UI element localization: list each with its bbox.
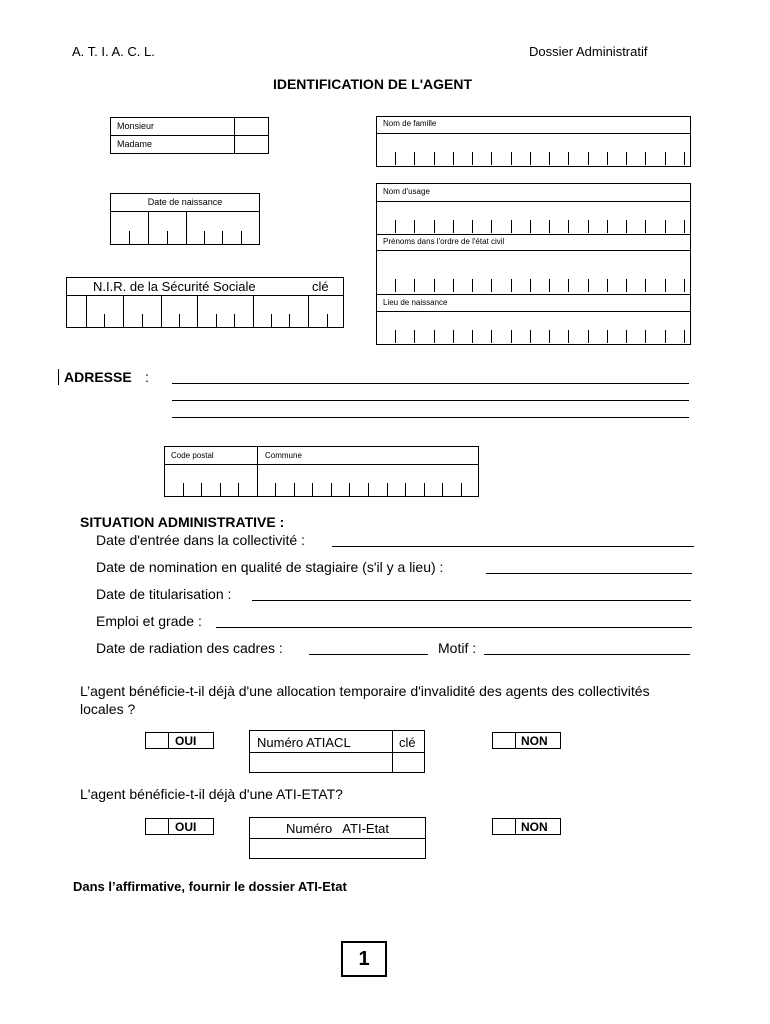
atietat-yes-checkbox[interactable] <box>146 819 168 834</box>
entry-date-field[interactable] <box>332 546 694 547</box>
page-number-box <box>341 941 387 977</box>
atiacl-no-label: NON <box>521 734 548 748</box>
postal-code-label: Code postal <box>171 451 214 460</box>
address-line-3[interactable] <box>172 417 689 418</box>
nir-input[interactable] <box>67 296 307 327</box>
family-name-box <box>376 116 691 167</box>
civility-table <box>110 117 269 154</box>
situation-heading: SITUATION ADMINISTRATIVE : <box>80 514 285 530</box>
address-label: ADRESSE <box>64 369 132 385</box>
nir-label: N.I.R. de la Sécurité Sociale <box>93 279 256 294</box>
atiacl-key-input[interactable] <box>393 753 424 772</box>
postal-code-input[interactable] <box>183 483 239 496</box>
job-grade-field[interactable] <box>216 627 692 628</box>
atietat-no-label: NON <box>521 820 548 834</box>
entry-date-label: Date d'entrée dans la collectivité : <box>96 532 305 548</box>
first-names-label: Prénoms dans l'ordre de l'état civil <box>383 237 505 246</box>
nomination-date-label: Date de nomination en qualité de stagiaire (s'il y a lieu) : <box>96 559 444 575</box>
address-colon: : <box>145 369 149 385</box>
postal-commune-box <box>164 446 479 497</box>
birth-place-input[interactable] <box>395 330 685 343</box>
atietat-no-checkbox[interactable] <box>493 819 515 834</box>
atietat-no-option <box>492 818 561 835</box>
job-grade-label: Emploi et grade : <box>96 613 202 629</box>
atiacl-yes-checkbox[interactable] <box>146 733 168 748</box>
commune-input[interactable] <box>275 483 462 496</box>
nomination-date-field[interactable] <box>486 573 692 574</box>
atiacl-number-label: Numéro ATIACL <box>257 735 351 750</box>
usage-name-input[interactable] <box>395 220 685 233</box>
atiacl-number-box <box>249 730 425 773</box>
tenure-date-field[interactable] <box>252 600 691 601</box>
atietat-number-box <box>249 817 426 859</box>
birth-date-box <box>110 193 260 245</box>
atiacl-no-checkbox[interactable] <box>493 733 515 748</box>
first-names-input[interactable] <box>395 279 685 292</box>
usage-name-label: Nom d'usage <box>383 187 430 196</box>
atietat-number-input[interactable] <box>250 839 425 858</box>
atietat-question: L'agent bénéficie-t-il déjà d'une ATI-ETAT? <box>80 786 343 802</box>
page-number: 1 <box>358 948 370 970</box>
atiacl-key-label: clé <box>399 735 416 750</box>
atiacl-question: L’agent bénéficie-t-il déjà d'une allocation temporaire d'invalidité des agents des collectivités locales ? <box>80 683 650 717</box>
family-name-label: Nom de famille <box>383 119 437 128</box>
org-name: A. T. I. A. C. L. <box>72 44 155 59</box>
atietat-number-label: Numéro ATI-Etat <box>285 821 390 836</box>
removal-date-label: Date de radiation des cadres : <box>96 640 283 656</box>
removal-date-field[interactable] <box>309 654 428 655</box>
reason-label: Motif : <box>438 640 477 656</box>
address-margin-bar <box>58 369 59 385</box>
atiacl-number-input[interactable] <box>250 753 391 772</box>
atiacl-yes-option <box>145 732 214 749</box>
atietat-yes-option <box>145 818 214 835</box>
identity-names-box <box>376 183 691 345</box>
nir-key-input[interactable] <box>309 296 343 327</box>
birth-date-label: Date de naissance <box>147 197 223 207</box>
address-line-1[interactable] <box>172 383 689 384</box>
reason-field[interactable] <box>484 654 690 655</box>
birth-place-label: Lieu de naissance <box>383 298 448 307</box>
birth-date-input[interactable] <box>111 212 259 244</box>
madame-label: Madame <box>117 139 153 149</box>
family-name-input[interactable] <box>395 152 685 165</box>
address-line-2[interactable] <box>172 400 689 401</box>
monsieur-checkbox[interactable] <box>235 118 268 135</box>
page-title: IDENTIFICATION DE L'AGENT <box>272 76 473 92</box>
atiacl-yes-label: OUI <box>175 734 197 748</box>
atietat-yes-label: OUI <box>175 820 197 834</box>
footer-note: Dans l’affirmative, fournir le dossier ATI-Etat <box>73 879 347 894</box>
commune-label: Commune <box>265 451 302 460</box>
nir-box <box>66 277 344 328</box>
doc-type: Dossier Administratif <box>529 44 648 59</box>
monsieur-label: Monsieur <box>117 121 155 131</box>
nir-key-label: clé <box>312 279 329 294</box>
madame-checkbox[interactable] <box>235 136 268 153</box>
atiacl-no-option <box>492 732 561 749</box>
tenure-date-label: Date de titularisation : <box>96 586 232 602</box>
